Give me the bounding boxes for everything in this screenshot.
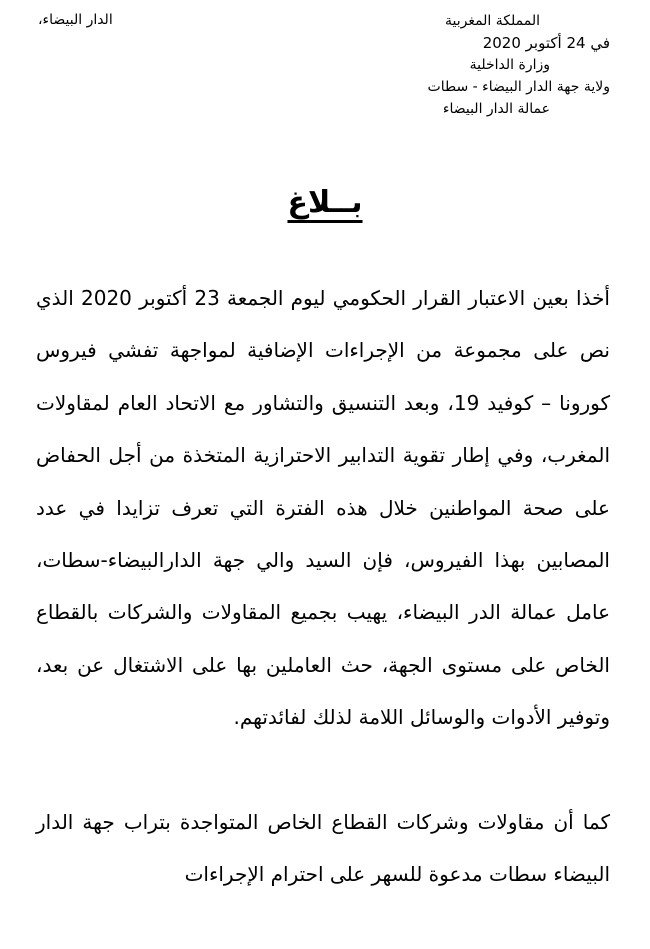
kingdom-line: المملكة المغربية (444, 13, 540, 29)
place-line: الدار البيضاء، (38, 12, 113, 28)
ministry-line: وزارة الداخلية (469, 57, 550, 73)
document-title: بــلاغ (287, 185, 363, 220)
region-line: ولاية جهة الدار البيضاء - سطات (427, 79, 610, 95)
body-paragraph-2: كما أن مقاولات وشركات القطاع الخاص المتواجدة بتراب جهة الدار البيضاء سطات مدعوة للسهر على احترام الإجراءات (36, 809, 610, 887)
issuing-authority-block (350, 10, 610, 120)
prefecture-line: عمالة الدار البيضاء (442, 101, 550, 117)
document-body (36, 272, 610, 900)
body-paragraph-1: أخذا بعين الاعتبار القرار الحكومي ليوم الجمعة 23 أكتوبر 2020 الذي نص على مجموعة من الإجراءات الإضافية لمواجهة تفشي فيروس كورونا – كوفيد 19، وبعد التنسيق والتشاور مع الاتحاد العام لمقاولات المغرب، وفي إطار تقوية التدابير الاحترازية المتخذة من أجل الحفاض على صحة المواطنين خلال هذه الفترة التي تعرف تزايدا في عدد المصابين بهذا الفيروس، فإن السيد والي جهة الدارالبيضاء-سطات، عامل عمالة الدر البيضاء، يهيب بجميع المقاولات والشركات بالقطاع الخاص على مستوى الجهة، حث العاملين بها على الاشتغال عن بعد، وتوفير الأدوات والوسائل اللامة لذلك لفائدتهم. (36, 286, 610, 730)
date-line: في 24 أكتوبر 2020 (482, 34, 610, 52)
